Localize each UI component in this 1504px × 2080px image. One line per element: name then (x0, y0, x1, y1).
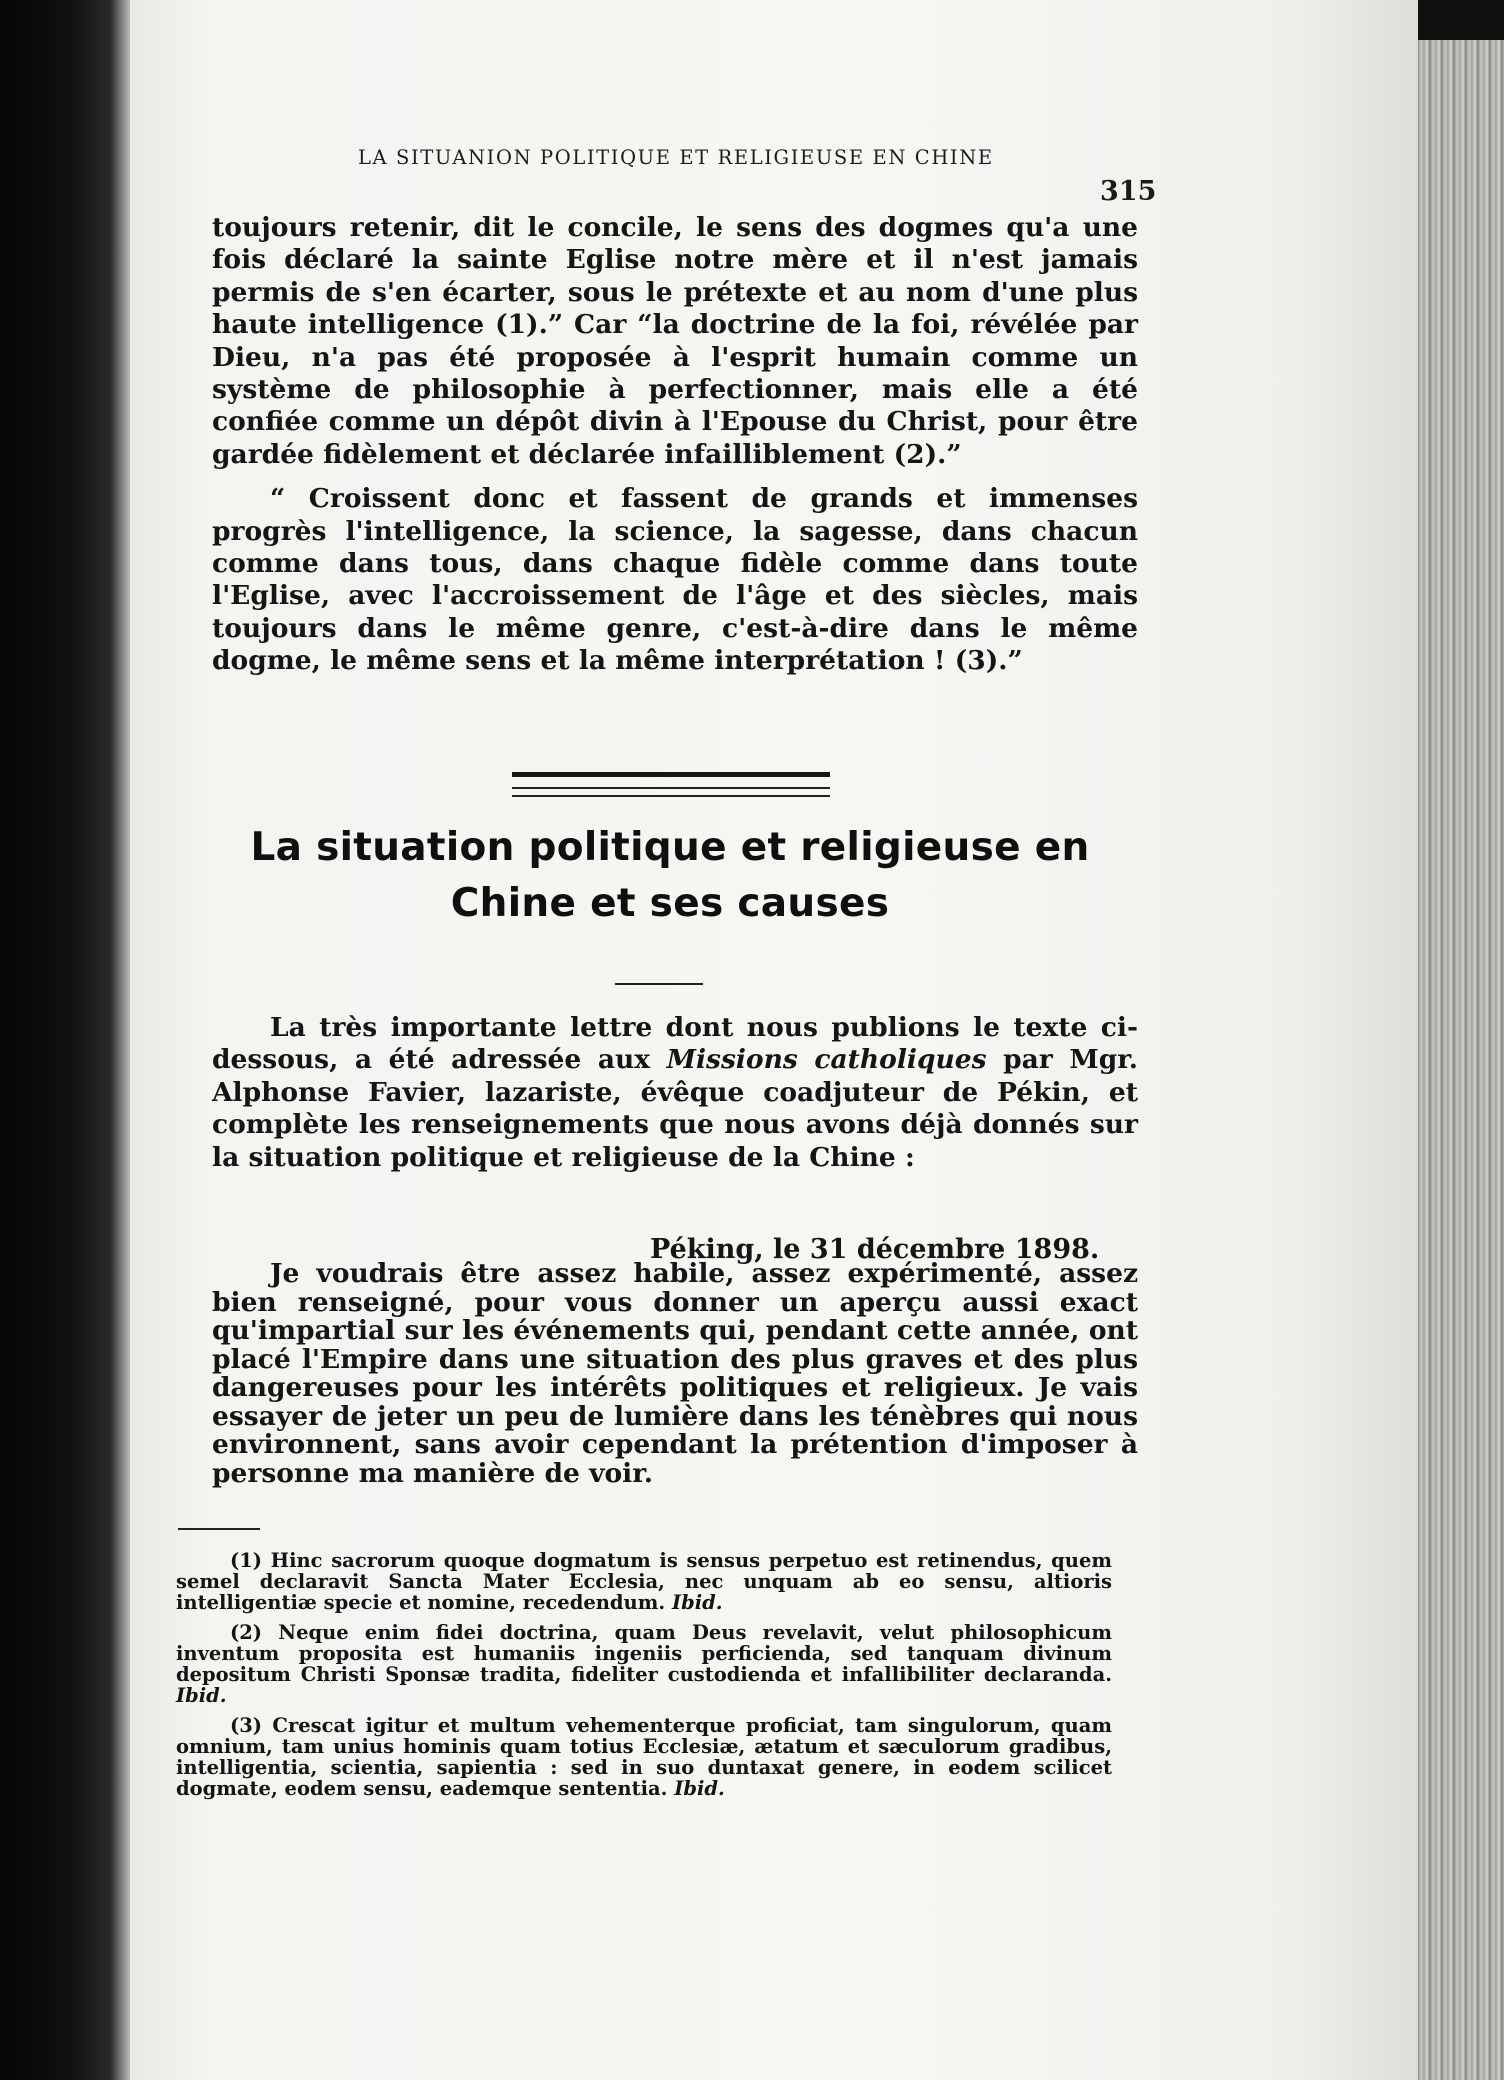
intro-text-start: La très importante lettre dont nous publions le texte ci-dessous, a été adressée aux (212, 1012, 1138, 1076)
intro-paragraph (212, 1012, 1138, 1174)
title-underline (615, 983, 703, 985)
quote-block (212, 212, 1138, 678)
article-title (196, 820, 1144, 932)
running-head: LA SITUANION POLITIQUE ET RELIGIEUSE EN CHINE (358, 146, 994, 169)
intro-text-end: par Mgr. Alphonse Favier, lazariste, évêque coadjuteur de Pékin, et complète les renseignements que nous avons déjà donnés sur la situation politique et religieuse de la Chine : (212, 1044, 1138, 1173)
footnote-2: (2) Neque enim fidei doctrina, quam Deus revelavit, velut philosophicum inventum proposita est humaniis ingeniis perficienda, sed tanquam divinum depositum Christi Sponsæ tradita, fideliter custodienda et infallibiliter declaranda. Ibid. (176, 1621, 1112, 1707)
quote-paragraph-2: “ Croissent donc et fassent de grands et immenses progrès l'intelligence, la science, la sagesse, dans chacun comme dans tous, dans chaque fidèle comme dans toute l'Eglise, avec l'accroissement de l'âge et des siècles, mais toujours dans le même genre, c'est-à-dire dans le même dogme, le même sens et la même interprétation ! (3).” (212, 483, 1138, 677)
footnote-1: (1) Hinc sacrorum quoque dogmatum is sensus perpetuo est retinendus, quem semel declaravit Sancta Mater Ecclesia, nec unquam ab eo sensu, altioris intelligentiæ specie et nomine, recedendum. Ibid. (176, 1549, 1112, 1614)
page-edges-stack (1418, 40, 1504, 2080)
footnote-3: (3) Crescat igitur et multum vehementerque proficiat, tam singulorum, quam omnium, tam unius hominis quam totius Ecclesiæ, ætatum et sæculorum gradibus, intelligentia, scientia, sapientia : sed in suo duntaxat genere, in eodem scilicet dogmate, eodem sensu, eademque sententia. Ibid. (176, 1714, 1112, 1800)
letter-dateline: Péking, le 31 décembre 1898. (650, 1234, 1100, 1265)
quote-paragraph-1: toujours retenir, dit le concile, le sens des dogmes qu'a une fois déclaré la sainte Eglise notre mère et il n'est jamais permis de s'en écarter, sous le prétexte et au nom d'une plus haute intelligence (1).” Car “la doctrine de la foi, révélée par Dieu, n'a pas été proposée à l'esprit humain comme un système de philosophie à perfectionner, mais elle a été confiée comme un dépôt divin à l'Epouse du Christ, pour être gardée fidèlement et déclarée infailliblement (2).” (212, 212, 1138, 470)
intro-journal-name: Missions catholiques (666, 1044, 987, 1076)
footnotes (176, 1550, 1112, 1808)
article-title-line-2: Chine et ses causes (450, 881, 890, 926)
scan-top-right-corner (1418, 0, 1504, 40)
page-number: 315 (1100, 176, 1157, 207)
article-title-line-1: La situation politique et religieuse en (250, 825, 1090, 870)
scan-left-margin (0, 0, 130, 2080)
section-divider (512, 772, 830, 797)
letter-paragraph: Je voudrais être assez habile, assez expérimenté, assez bien renseigné, pour vous donner un aperçu aussi exact qu'impartial sur les événements qui, pendant cette année, ont placé l'Empire dans une situation des plus graves et des plus dangereuses pour les intérêts politiques et religieux. Je vais essayer de jeter un peu de lumière dans les ténèbres qui nous environnent, sans avoir cependant la prétention d'imposer à personne ma manière de voir. (212, 1258, 1138, 1489)
letter-body (212, 1260, 1138, 1488)
footnote-rule (178, 1528, 260, 1530)
